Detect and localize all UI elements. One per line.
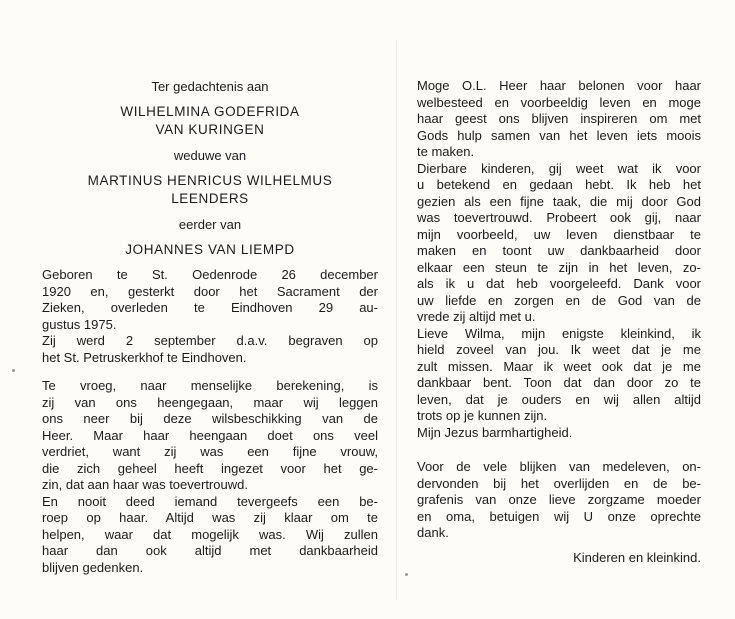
text-line: te maken.	[417, 144, 475, 159]
burial-paragraph	[42, 333, 378, 366]
text-line: mijn voorbeeld, uw leven dienstbaar te	[417, 226, 701, 242]
text-line: verdriet, want zij was een fijne vrouw,	[42, 444, 378, 459]
text-line: ons neer bij deze wilsbeschikking van de	[42, 411, 378, 426]
bio-line: Zieken, overleden te Eindhoven 29 au-	[42, 300, 378, 315]
text-line: dank.	[417, 525, 449, 540]
text-line: maken en toont uw dankbaarheid door	[417, 243, 701, 258]
text-line: vrede zij altijd met u.	[417, 309, 536, 324]
bio-line: Geboren te St. Oedenrode 26 december	[42, 267, 378, 282]
text-line: roep op haar. Altijd was zij klaar om te	[42, 510, 378, 525]
deceased-name-line2: VAN KURINGEN	[155, 122, 265, 137]
card-fold-line	[396, 40, 397, 600]
text-line: en oma, betuigen wij U onze oprechte	[417, 508, 701, 524]
print-speck	[405, 573, 408, 576]
thanks-paragraph	[417, 459, 701, 542]
text-line: Moge O.L. Heer haar belonen voor haar	[417, 78, 701, 93]
right-column	[417, 78, 701, 566]
text-line: helpen, waar dat mogelijk was. Wij zullen	[42, 526, 378, 542]
text-line: zij van ons heengegaan, maar wij leggen	[42, 394, 378, 410]
text-line: Lieve Wilma, mijn enigste kleinkind, ik	[417, 325, 701, 341]
bio-line: gustus 1975.	[42, 316, 117, 332]
text-line: Te vroeg, naar menselijke berekening, is	[42, 378, 378, 393]
closing-prayer: Mijn Jezus barmhartigheid.	[417, 424, 573, 440]
text-line: En nooit deed iemand tevergeefs een be-	[42, 493, 378, 509]
text-line: was toevertrouwd. Probeert ook gij, naar	[417, 210, 701, 225]
text-line: als ik u dat heb voorgeleefd. Dank voor	[417, 276, 701, 291]
text-line: trots op je kunnen zijn.	[417, 408, 548, 423]
text-line: u betekend en gedaan hebt. Ik heb het	[417, 177, 701, 192]
biography-paragraph	[42, 267, 378, 333]
left-column	[42, 78, 378, 576]
burial-line: het St. Petruskerkhof te Eindhoven.	[42, 349, 247, 365]
signature: Kinderen en kleinkind.	[573, 549, 701, 565]
deceased-name-line1: WILHELMINA GODEFRIDA	[120, 104, 300, 119]
burial-line: Zij werd 2 september d.a.v. begraven op	[42, 333, 378, 348]
text-line: gezien als een fijne taak, die mij door God	[417, 193, 701, 209]
earlier-of-text: eerder van	[178, 217, 242, 232]
text-line: zult missen. Maar ik weet ook dat je me	[417, 358, 701, 374]
text-line: dankbaar bent. Toon dat dan door zo te	[417, 375, 701, 390]
text-line: uw liefde en zorgen en de God van de	[417, 292, 701, 308]
text-line: Gods hulp samen van het leven iets moois	[417, 127, 701, 143]
widow-of-text: weduwe van	[173, 148, 247, 163]
text-line: welbesteed en voorbeeldig leven en moge	[417, 94, 701, 110]
text-line: zin, dat aan haar was toevertrouwd.	[42, 477, 248, 492]
husband-name-line1: MARTINUS HENRICUS WILHELMUS	[87, 173, 333, 188]
husband-name-line2: LEENDERS	[171, 191, 249, 206]
text-line: elkaar een steun te zijn in het leven, zo-	[417, 259, 701, 275]
bio-line: 1920 en, gesterkt door het Sacrament der	[42, 283, 378, 299]
text-line: grafenis van onze lieve zorgzame moeder	[417, 492, 701, 507]
intro-text: Ter gedachtenis aan	[151, 79, 269, 94]
text-line: dervonden bij het overlijden en de be-	[417, 475, 701, 491]
dedication-paragraph	[42, 494, 378, 577]
text-line: Dierbare kinderen, gij weet wat ik voor	[417, 160, 701, 176]
text-line: Heer. Maar haar heengaan doet ons veel	[42, 427, 378, 443]
grandchild-paragraph	[417, 326, 701, 425]
text-line: haar geest ons blijven inspireren om met	[417, 111, 701, 126]
print-speck	[12, 369, 15, 372]
first-husband-name: JOHANNES VAN LIEMPD	[125, 242, 295, 257]
text-line: haar dan ook altijd met dankbaarheid	[42, 543, 378, 558]
text-line: leven, dat je ouders en wij allen altijd	[417, 391, 701, 407]
remembrance-paragraph	[42, 378, 378, 494]
text-line: hield zoveel van jou. Ik weet dat je me	[417, 342, 701, 357]
text-line: Voor de vele blijken van medeleven, on-	[417, 459, 701, 474]
blessing-paragraph	[417, 78, 701, 161]
children-paragraph	[417, 161, 701, 326]
text-line: blijven gedenken.	[42, 559, 144, 575]
text-line: die zich geheel heeft ingezet voor het ge-	[42, 460, 378, 476]
